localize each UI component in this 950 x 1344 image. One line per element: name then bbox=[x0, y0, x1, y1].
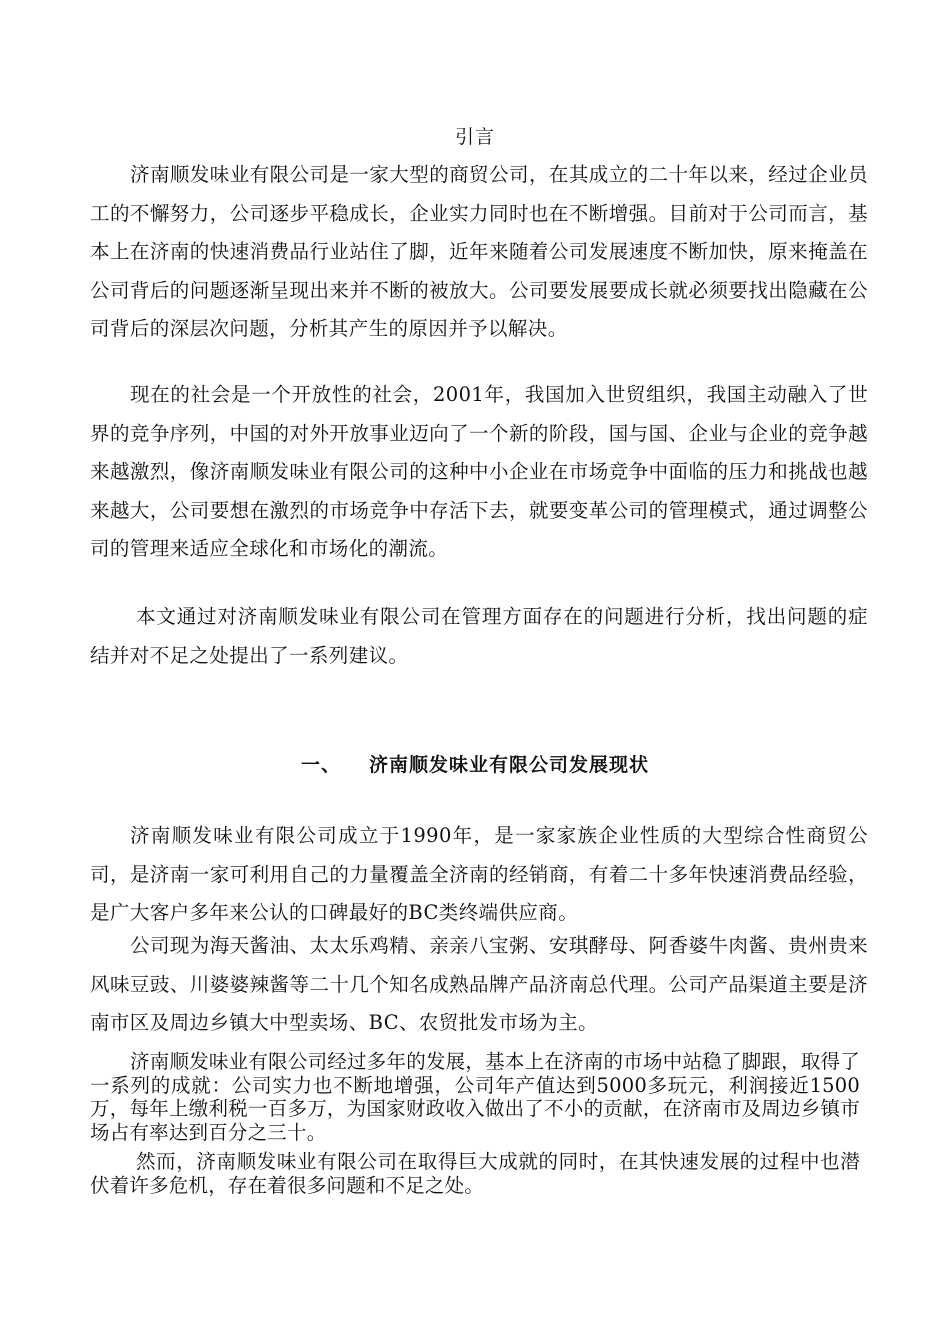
section-1-number: 一、 bbox=[300, 754, 341, 776]
intro-paragraph-1: 济南顺发味业有限公司是一家大型的商贸公司，在其成立的二十年以来，经过企业员工的不懈努力，公司逐步平稳成长，企业实力同时也在不断增强。目前对于公司而言，基本上在济南的快速消费品行业站住了脚，近年来随着公司发展速度不断加快，原来掩盖在公司背后的问题逐渐呈现出来并不断的被放大。公司要发展要成长就必须要找出隐藏在公司背后的深层次问题，分析其产生的原因并予以解决。 bbox=[90, 163, 868, 341]
intro-paragraph-2: 现在的社会是一个开放性的社会，2001年，我国加入世贸组织，我国主动融入了世界的竞争序列，中国的对外开放事业迈向了一个新的阶段，国与国、企业与企业的竞争越来越激烈，像济南顺发味业有限公司的这种中小企业在市场竞争中面临的压力和挑战也越来越大，公司要想在激烈的市场竞争中存活下去，就要变革公司的管理模式，通过调整公司的管理来适应全球化和市场化的潮流。 bbox=[90, 383, 868, 561]
section-1-heading bbox=[0, 750, 950, 777]
section-1-paragraph-4: 然而，济南顺发味业有限公司在取得巨大成就的同时，在其快速发展的过程中也潜伏着许多危机，存在着很多问题和不足之处。 bbox=[90, 1150, 860, 1197]
section-1-paragraph-1: 济南顺发味业有限公司成立于1990年，是一家家族企业性质的大型综合性商贸公司，是济南一家可利用自己的力量覆盖全济南的经销商，有着二十多年快速消费品经验，是广大客户多年来公认的口碑最好的BC类终端供应商。 bbox=[90, 824, 868, 925]
section-1-paragraph-2: 公司现为海天酱油、太太乐鸡精、亲亲八宝粥、安琪酵母、阿香婆牛肉酱、贵州贵来风味豆豉、川婆婆辣酱等二十几个知名成熟品牌产品济南总代理。公司产品渠道主要是济南市区及周边乡镇大中型卖场、BC、农贸批发市场为主。 bbox=[90, 934, 868, 1035]
intro-heading: 引言 bbox=[454, 126, 495, 148]
section-1-paragraph-3: 济南顺发味业有限公司经过多年的发展，基本上在济南的市场中站稳了脚跟，取得了一系列的成就：公司实力也不断地增强，公司年产值达到5000多玩元，利润接近1500万，每年上缴利税一百多万，为国家财政收入做出了不小的贡献，在济南市及周边乡镇市场占有率达到百分之三十。 bbox=[90, 1050, 860, 1144]
section-1-title: 济南顺发味业有限公司发展现状 bbox=[369, 754, 650, 776]
intro-paragraph-3: 本文通过对济南顺发味业有限公司在管理方面存在的问题进行分析，找出问题的症结并对不足之处提出了一系列建议。 bbox=[90, 605, 868, 667]
